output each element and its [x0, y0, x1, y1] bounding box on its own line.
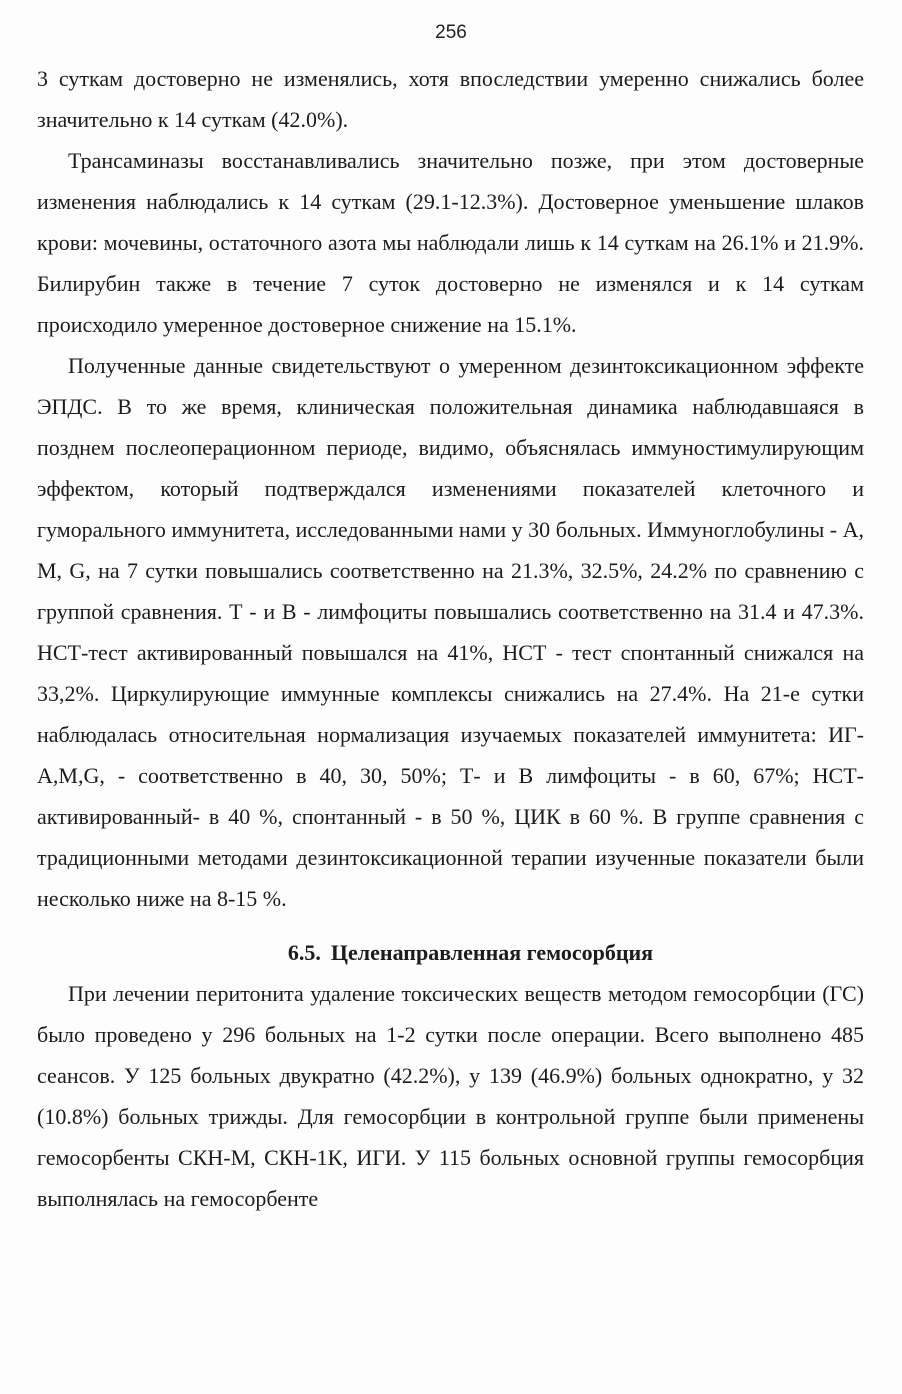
paragraph-transaminases: Трансаминазы восстанавливались значительно позже, при этом достоверные изменения наблюдались к 14 суткам (29.1-12.3%). Достоверное уменьшение шлаков крови: мочевины, остаточного азота мы наблюдали лишь к 14 суткам на 26.1% и 21.9%. Билирубин также в течение 7 суток достоверно не изменялся и к 14 суткам происходило умеренное достоверное снижение на 15.1%.	[37, 148, 864, 337]
page-number: 256	[435, 22, 467, 43]
paragraph-continuation: 3 суткам достоверно не изменялись, хотя впоследствии умеренно снижались более значительно к 14 суткам (42.0%).	[37, 66, 864, 132]
paragraph-immunity: Полученные данные свидетельствуют о умеренном дезинтоксикационном эффекте ЭПДС. В то же время, клиническая положительная динамика наблюдавшаяся в позднем послеоперационном периоде, видимо, объяснялась иммуностимулирующим эффектом, который подтверждался изменениями показателей клеточного и гуморального иммунитета, исследованными нами у 30 больных. Иммуноглобулины - А, М, G, на 7 сутки повышались соответственно на 21.3%, 32.5%, 24.2% по сравнению с группой сравнения. Т - и В - лимфоциты повышались соответственно на 31.4 и 47.3%. НСТ-тест активированный повышался на 41%, НСТ - тест спонтанный снижался на 33,2%. Циркулирующие иммунные комплексы снижались на 27.4%. На 21-е сутки наблюдалась относительная нормализация изучаемых показателей иммунитета: ИГ-А,М,G, - соответственно в 40, 30, 50%; Т- и В лимфоциты - в 60, 67%; НСТ-активированный- в 40 %, спонтанный - в 50 %, ЦИК в 60 %. В группе сравнения с традиционными методами дезинтоксикационной терапии изученные показатели были несколько ниже на 8-15 %.	[37, 353, 864, 911]
section-title: Целенаправленная гемосорбция	[330, 940, 654, 965]
paragraph-hemosorption: При лечении перитонита удаление токсических веществ методом гемосорбции (ГС) было проведено у 296 больных на 1-2 сутки после операции. Всего выполнено 485 сеансов. У 125 больных двукратно (42.2%), у 139 (46.9%) больных однократно, у 32 (10.8%) больных трижды. Для гемосорбции в контрольной группе были применены гемосорбенты СКН-М, СКН-1К, ИГИ. У 115 больных основной группы гемосорбция выполнялась на гемосорбенте	[37, 981, 864, 1211]
section-heading	[37, 932, 864, 973]
section-number: 6.5.	[287, 940, 321, 965]
page-body	[37, 58, 864, 1219]
